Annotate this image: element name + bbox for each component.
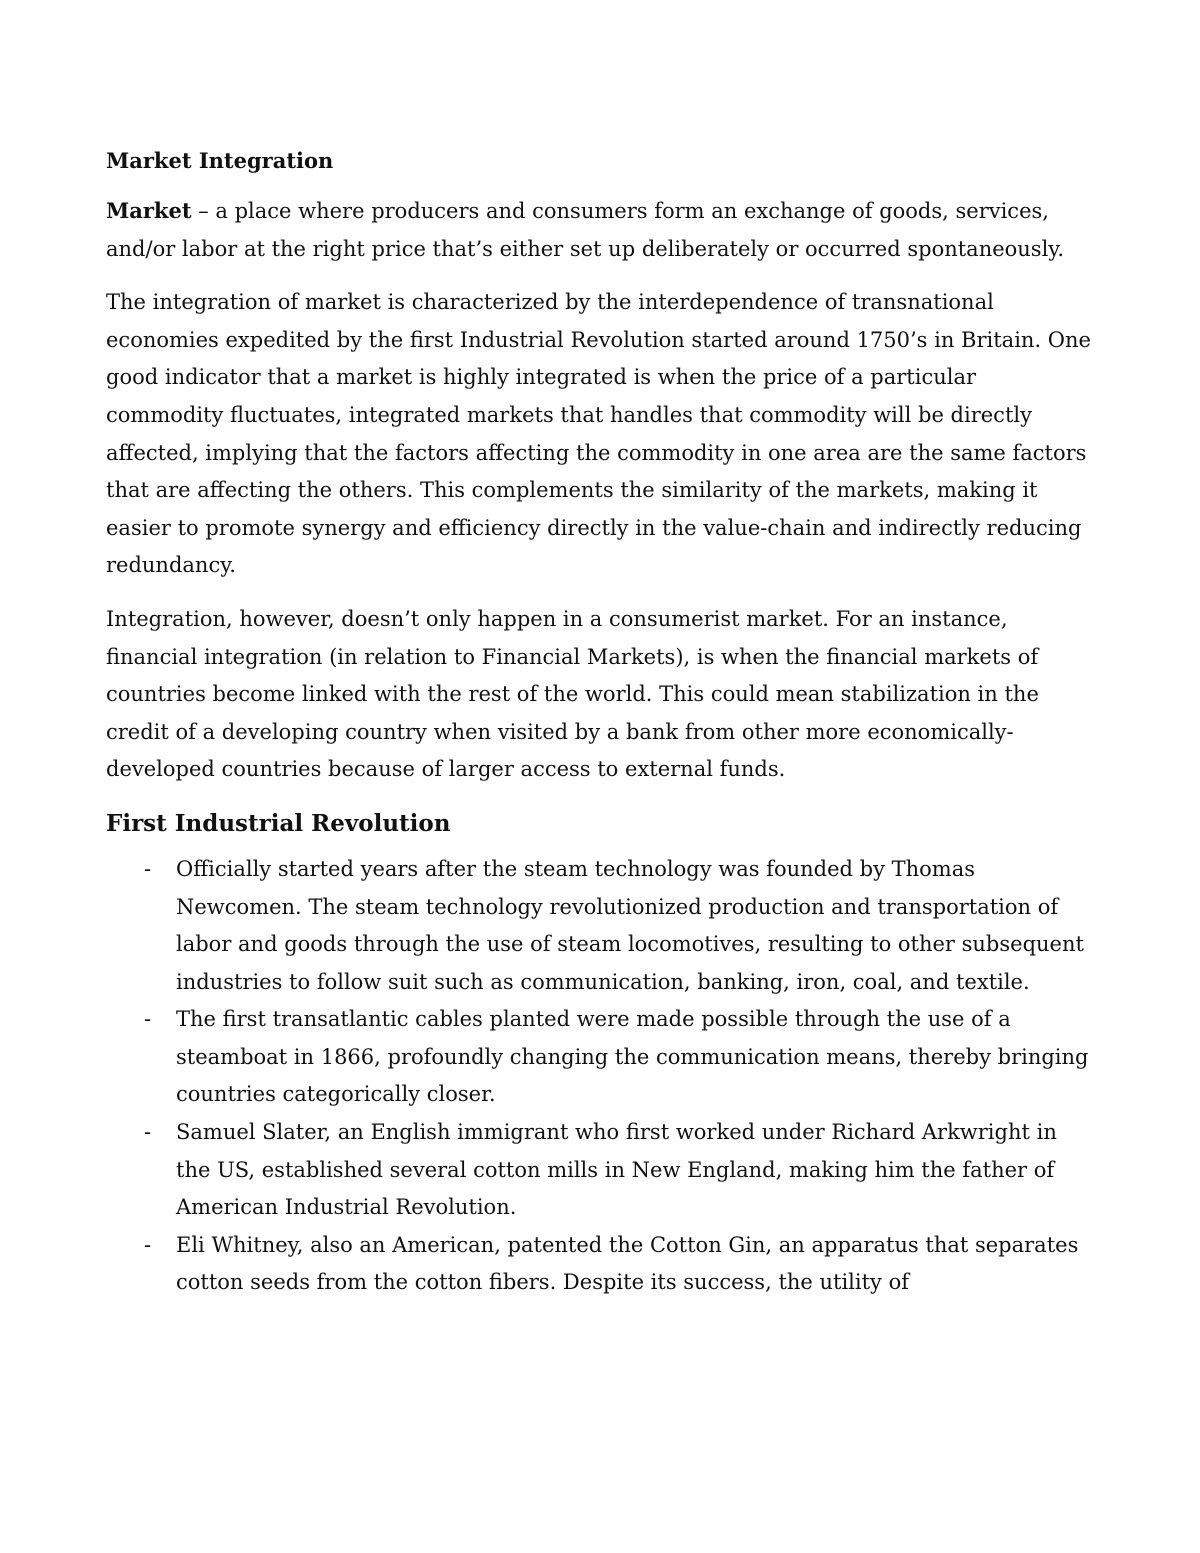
bullet-marker: - — [144, 1007, 152, 1032]
list-item — [106, 1227, 1096, 1302]
list-item — [106, 1114, 1096, 1227]
body-paragraph-2: Integration, however, doesn’t only happen in a consumerist market. For an instance, financial integration (in relation to Financial Markets), is when the financial markets of countries become linked with the rest of the world. This could mean stabilization in the credit of a developing country when visited by a bank from other more economically-developed countries because of larger access to external funds. — [106, 606, 1039, 782]
list-item — [106, 1001, 1096, 1114]
list-item-text: Eli Whitney, also an American, patented the Cotton Gin, an apparatus that separates cotton seeds from the cotton fibers. Despite its success, the utility of — [176, 1232, 1079, 1295]
list-item-text: Officially started years after the steam technology was founded by Thomas Newcomen. The steam technology revolutionized production and transportation of labor and goods through the use of steam locomotives, resulting to other subsequent industries to follow suit such as communication, banking, iron, coal, and textile. — [176, 856, 1084, 994]
section-heading: First Industrial Revolution — [106, 809, 451, 837]
bullet-marker: - — [144, 1232, 152, 1257]
bullet-list — [106, 851, 1096, 1302]
document-page — [106, 146, 1096, 1302]
body-paragraph-1: The integration of market is characterized by the interdependence of transnational economies expedited by the first Industrial Revolution started around 1750’s in Britain. One good indicator that a market is highly integrated is when the price of a particular commodity fluctuates, integrated markets that handles that commodity will be directly affected, implying that the factors affecting the commodity in one area are the same factors that are affecting the others. This complements the similarity of the markets, making it easier to promote synergy and efficiency directly in the value-chain and indirectly reducing redundancy. — [106, 290, 1091, 578]
bullet-marker: - — [144, 856, 152, 881]
list-item — [106, 851, 1096, 1001]
definition-paragraph — [106, 192, 1096, 268]
list-item-text: The first transatlantic cables planted were made possible through the use of a steamboat in 1866, profoundly changing the communication means, thereby bringing countries categorically closer. — [176, 1007, 1089, 1107]
document-title: Market Integration — [106, 148, 334, 173]
definition-text: – a place where producers and consumers form an exchange of goods, services, and/or labor at the right price that’s either set up deliberately or occurred spontaneously. — [106, 199, 1065, 261]
bullet-marker: - — [144, 1120, 152, 1145]
list-item-text: Samuel Slater, an English immigrant who first worked under Richard Arkwright in the US, established several cotton mills in New England, making him the father of American Industrial Revolution. — [176, 1120, 1057, 1220]
definition-term: Market — [106, 198, 192, 223]
